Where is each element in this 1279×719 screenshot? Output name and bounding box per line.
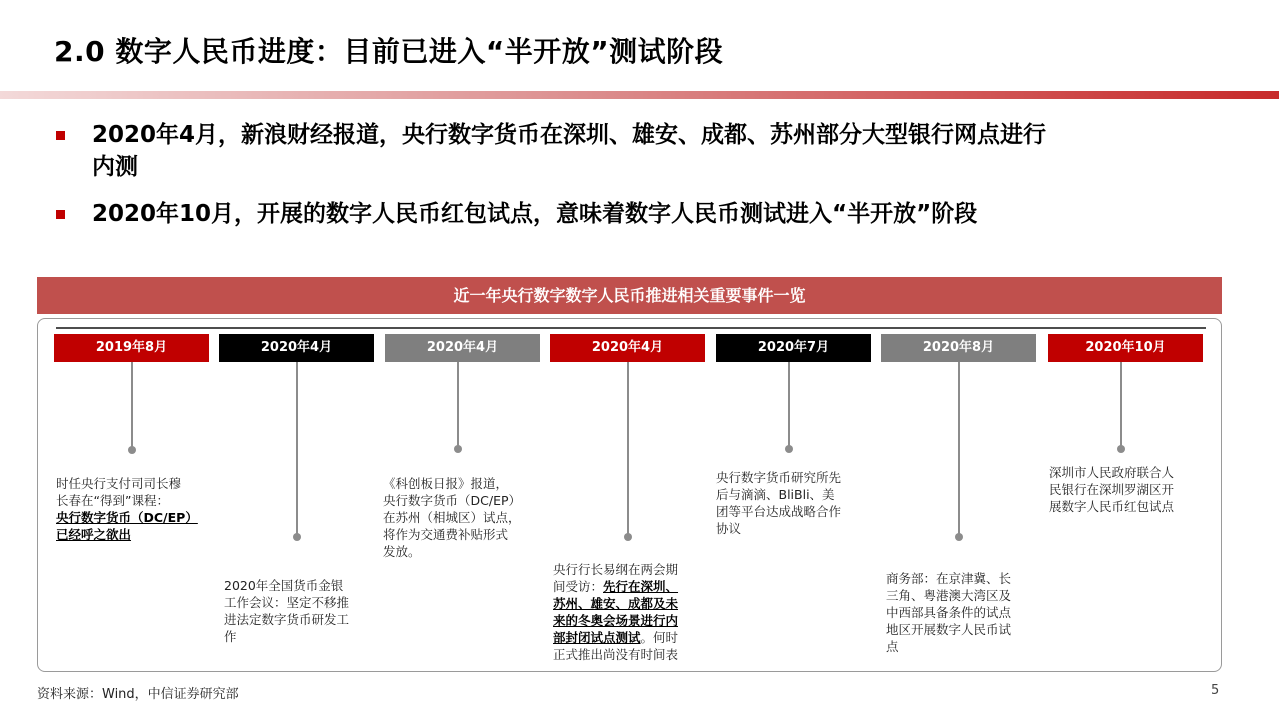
event-connector-6 [958, 362, 960, 536]
event-date-6: 2020年8月 [881, 334, 1036, 362]
event-date-7: 2020年10月 [1048, 334, 1203, 362]
event-date-3: 2020年4月 [385, 334, 540, 362]
event-connector-3 [457, 362, 459, 448]
event-desc-6: 商务部：在京津冀、长 三角、粤港澳大湾区及 中西部具备条件的试点 地区开展数字人民币试 点 [886, 571, 1012, 654]
event-date-4: 2020年4月 [550, 334, 705, 362]
event-connector-5 [788, 362, 790, 448]
timeline-banner: 近一年央行数字数字人民币推进相关重要事件一览 [37, 277, 1222, 314]
event-desc-1: 时任央行支付司司长穆 长春在“得到”课程： 央行数字货币（DC/EP） 已经呼之欲出 [56, 476, 198, 542]
event-dot-7 [1117, 445, 1125, 453]
timeline-axis [56, 327, 1206, 329]
title-underline-bar [0, 91, 1279, 99]
event-desc-7: 深圳市人民政府联合人 民银行在深圳罗湖区开 展数字人民币红包试点 [1049, 465, 1175, 514]
event-date-2: 2020年4月 [219, 334, 374, 362]
bullet-text-line1: 2020年10月，开展的数字人民币红包试点，意味着数字人民币测试进入“半开放”阶段 [92, 201, 978, 227]
event-date-5: 2020年7月 [716, 334, 871, 362]
event-desc-2: 2020年全国货币金银 工作会议：坚定不移推 进法定数字货币研发工 作 [224, 578, 350, 644]
event-dot-1 [128, 446, 136, 454]
event-dot-3 [454, 445, 462, 453]
page-title: 2.0 数字人民币进度：目前已进入“半开放”测试阶段 [54, 35, 724, 68]
event-dot-4 [624, 533, 632, 541]
event-dot-6 [955, 533, 963, 541]
bullet-square-icon [56, 131, 65, 140]
event-date-1: 2019年8月 [54, 334, 209, 362]
event-connector-4 [627, 362, 629, 536]
bullet-text-line1: 2020年4月，新浪财经报道，央行数字货币在深圳、雄安、成都、苏州部分大型银行网点进行 [92, 122, 1047, 148]
event-connector-2 [296, 362, 298, 536]
event-dot-2 [293, 533, 301, 541]
event-connector-1 [131, 362, 133, 448]
bullet-square-icon [56, 210, 65, 219]
page-number: 5 [1211, 683, 1220, 698]
event-connector-7 [1120, 362, 1122, 448]
bullet-text-line2: 内测 [92, 154, 138, 180]
source-note: 资料来源：Wind，中信证券研究部 [37, 687, 239, 702]
event-desc-5: 央行数字货币研究所先 后与滴滴、BliBli、美 团等平台达成战略合作 协议 [716, 470, 842, 536]
event-desc-3: 《科创板日报》报道， 央行数字货币（DC/EP） 在苏州（相城区）试点， 将作为交通费补贴形式 发放。 [383, 476, 522, 559]
event-desc-4: 央行行长易纲在两会期 间受访：先行在深圳、 苏州、雄安、成都及未 来的冬奥会场景进行内 部封闭试点测试。何时 正式推出尚没有时间表 [553, 562, 679, 662]
event-dot-5 [785, 445, 793, 453]
